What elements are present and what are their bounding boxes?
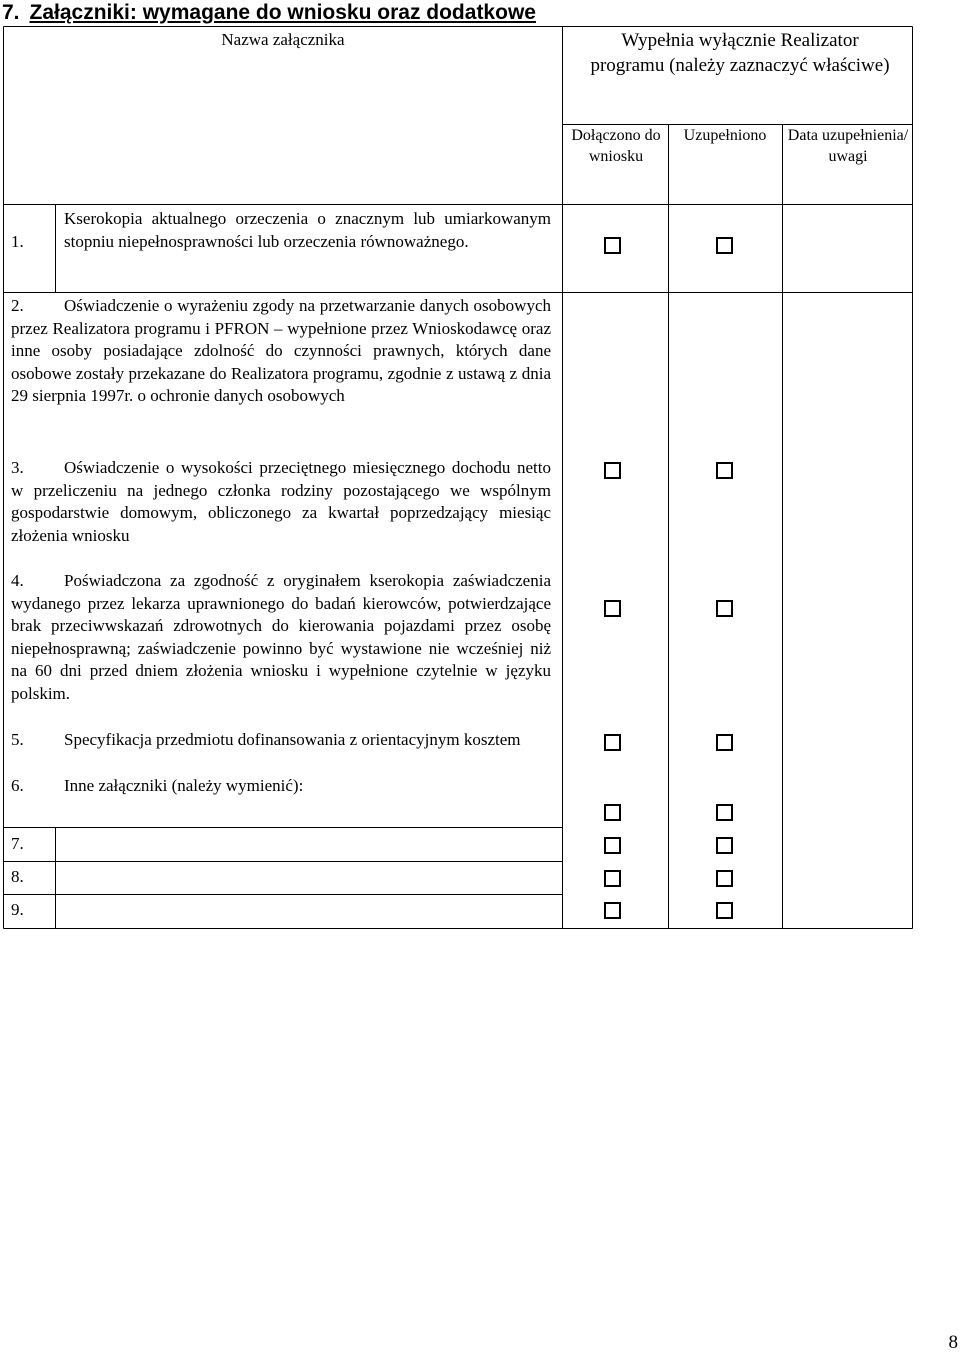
- row-6-attached-checkbox[interactable]: [604, 804, 621, 821]
- row-9-number: 9.: [11, 900, 24, 919]
- row-5-text: 5. Specyfikacja przedmiotu dofinansowania z orientacyjnym kosztem: [11, 729, 551, 752]
- section-title: Załączniki: wymagane do wniosku oraz dodatkowe: [29, 1, 536, 24]
- row-6-number: 6.: [11, 776, 24, 795]
- row-1-attached-checkbox[interactable]: [604, 237, 621, 254]
- row-4-number: 4.: [11, 571, 24, 590]
- row-1-completed-checkbox[interactable]: [716, 237, 733, 254]
- row-1-text: Kserokopia aktualnego orzeczenia o znacznym lub umiarkowanym stopniu niepełnosprawności lub orzeczenia równoważnego.: [64, 209, 551, 251]
- row-3-completed-checkbox[interactable]: [716, 462, 733, 479]
- header-completed-col: Uzupełniono: [683, 127, 767, 144]
- row-3-attached-checkbox[interactable]: [604, 462, 621, 479]
- row-5-attached-checkbox[interactable]: [604, 734, 621, 751]
- row-9-completed-checkbox[interactable]: [716, 902, 733, 919]
- row-4-text: 4. Poświadczona za zgodność z oryginałem kserokopia zaświadczenia wydanego przez lekarza uprawnionego do badań kierowców, potwierdzające brak przeciwwskazań zdrowotnych do kierowania pojazdami przez osobę niepełnosprawną; zaświadczenie powinno być wystawione nie wcześniej niż na 60 dni przed dniem złożenia wniosku i wypełnione czytelnie w języku polskim.: [11, 571, 551, 703]
- row-7-number: 7.: [11, 834, 24, 853]
- header-attached-col: Dołączono do wniosku: [571, 127, 661, 165]
- row-5-completed-checkbox[interactable]: [716, 734, 733, 751]
- row-5-number: 5.: [11, 730, 24, 749]
- row-2-text: 2. Oświadczenie o wyrażeniu zgody na przetwarzanie danych osobowych przez Realizatora programu i PFRON – wypełnione przez Wnioskodawcę oraz inne osoby posiadające zdolność do czynności prawnych, których dane osobowe zostały przekazane do Realizatora programu, zgodnie z ustawą z dnia 29 sierpnia 1997r. o ochronie danych osobowych: [11, 296, 551, 406]
- page-number: 8: [948, 1332, 958, 1353]
- row-8-completed-checkbox[interactable]: [716, 870, 733, 887]
- row-9-attached-checkbox[interactable]: [604, 902, 621, 919]
- row-4-completed-checkbox[interactable]: [716, 600, 733, 617]
- row-6-text: 6. Inne załączniki (należy wymienić):: [11, 775, 551, 798]
- header-name-col: Nazwa załącznika: [221, 30, 345, 49]
- row-8-number: 8.: [11, 867, 24, 886]
- row-8-attached-checkbox[interactable]: [604, 870, 621, 887]
- header-realizator-col: Wypełnia wyłącznie Realizator programu (należy zaznaczyć właściwe): [590, 30, 890, 76]
- row-7-completed-checkbox[interactable]: [716, 837, 733, 854]
- row-4-attached-checkbox[interactable]: [604, 600, 621, 617]
- header-date-col: Data uzupełnienia/ uwagi: [787, 127, 909, 165]
- row-1-number: 1.: [11, 232, 24, 251]
- row-3-number: 3.: [11, 458, 24, 477]
- row-2-number: 2.: [11, 296, 24, 315]
- row-3-text: 3. Oświadczenie o wysokości przeciętnego miesięcznego dochodu netto w przeliczeniu na jednego członka rodziny pozostającego we wspólnym gospodarstwie domowym, obliczonego za kwartał poprzedzający miesiąc złożenia wniosku: [11, 458, 551, 545]
- section-number: 7.: [2, 1, 20, 24]
- row-7-attached-checkbox[interactable]: [604, 837, 621, 854]
- row-6-completed-checkbox[interactable]: [716, 804, 733, 821]
